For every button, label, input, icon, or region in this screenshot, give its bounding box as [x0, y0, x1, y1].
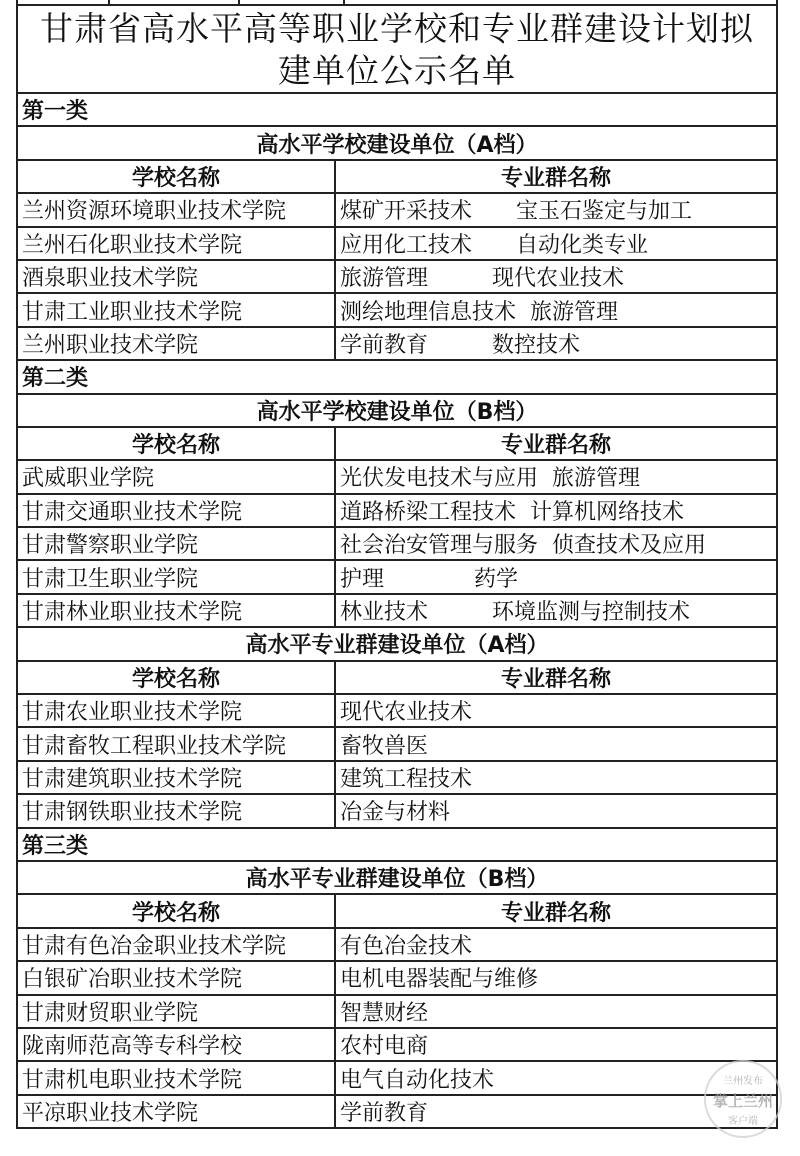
table-row — [17, 260, 777, 293]
table-row — [17, 494, 777, 527]
subtitle-row — [17, 627, 777, 660]
major-group-cell — [335, 227, 777, 260]
major-group-cell — [335, 594, 777, 627]
column-header-major: 专业群名称 — [335, 661, 777, 694]
table-row — [17, 527, 777, 560]
header-row — [17, 427, 777, 460]
section-subtitle: 高水平专业群建设单位（B档） — [17, 861, 777, 894]
major-group-cell — [335, 694, 777, 727]
table-row — [17, 995, 777, 1028]
header-row — [17, 160, 777, 193]
column-header-major: 专业群名称 — [335, 894, 777, 927]
major-group-1: 建筑工程技术 — [340, 767, 473, 792]
major-group-cell — [335, 460, 777, 493]
major-group-cell — [335, 961, 777, 994]
table-row — [17, 594, 777, 627]
header-row — [17, 894, 777, 927]
major-group-1: 煤矿开采技术 — [340, 199, 473, 225]
major-group-cell — [335, 761, 777, 794]
major-group-1: 智慧财经 — [340, 1000, 429, 1026]
major-group-cell — [335, 494, 777, 527]
category-label: 第一类 — [17, 93, 777, 126]
major-group-2: 数控技术 — [492, 332, 581, 358]
column-header-major: 专业群名称 — [335, 160, 777, 193]
page-title: 甘肃省高水平高等职业学校和专业群建设计划拟建单位公示名单 — [16, 4, 778, 92]
section-subtitle: 高水平学校建设单位（B档） — [17, 394, 777, 427]
divider — [108, 0, 110, 4]
table-row — [17, 1028, 777, 1061]
category-label: 第三类 — [17, 828, 777, 861]
table-row — [17, 1095, 777, 1128]
header-row — [17, 661, 777, 694]
table-row — [17, 293, 777, 326]
major-group-cell — [335, 527, 777, 560]
major-group-1: 现代农业技术 — [340, 700, 473, 726]
school-name-cell: 甘肃畜牧工程职业技术学院 — [17, 727, 335, 760]
school-name-cell: 武威职业学院 — [17, 460, 335, 493]
major-group-1: 电气自动化技术 — [340, 1067, 495, 1093]
major-group-2: 药学 — [474, 566, 519, 592]
major-group-1: 有色冶金技术 — [340, 933, 473, 959]
column-header-school: 学校名称 — [17, 427, 335, 460]
document-sheet — [16, 0, 778, 1129]
subtitle-row — [17, 861, 777, 894]
school-name-cell: 白银矿冶职业技术学院 — [17, 961, 335, 994]
divider — [343, 0, 345, 4]
major-group-2: 自动化类专业 — [516, 232, 649, 258]
school-name-cell: 甘肃建筑职业技术学院 — [17, 761, 335, 794]
table-row — [17, 460, 777, 493]
school-name-cell: 甘肃林业职业技术学院 — [17, 594, 335, 627]
major-group-1: 光伏发电技术与应用 — [340, 466, 539, 492]
major-group-cell — [335, 193, 777, 226]
major-group-cell — [335, 260, 777, 293]
major-group-2: 现代农业技术 — [492, 266, 625, 292]
list-table — [16, 92, 778, 1129]
major-group-2: 宝玉石鉴定与加工 — [516, 199, 693, 225]
watermark-logo: 兰州发布 掌上兰州 客户端 — [704, 1060, 782, 1138]
school-name-cell: 兰州职业技术学院 — [17, 327, 335, 360]
major-group-cell — [335, 327, 777, 360]
school-name-cell: 甘肃卫生职业学院 — [17, 560, 335, 593]
table-row — [17, 761, 777, 794]
category-row — [17, 828, 777, 861]
top-strip — [16, 0, 778, 4]
school-name-cell: 陇南师范高等专科学校 — [17, 1028, 335, 1061]
table-row — [17, 327, 777, 360]
major-group-1: 测绘地理信息技术 — [340, 299, 517, 325]
table-row — [17, 227, 777, 260]
major-group-cell — [335, 727, 777, 760]
major-group-cell — [335, 1028, 777, 1061]
major-group-1: 畜牧兽医 — [340, 733, 429, 759]
category-row — [17, 93, 777, 126]
divider — [238, 0, 240, 4]
major-group-1: 电机电器装配与维修 — [340, 967, 539, 993]
major-group-1: 学前教育 — [340, 1100, 429, 1126]
major-group-cell — [335, 293, 777, 326]
school-name-cell: 甘肃工业职业技术学院 — [17, 293, 335, 326]
school-name-cell: 甘肃有色冶金职业技术学院 — [17, 928, 335, 961]
school-name-cell: 平凉职业技术学院 — [17, 1095, 335, 1128]
table-row — [17, 193, 777, 226]
school-name-cell: 甘肃交通职业技术学院 — [17, 494, 335, 527]
major-group-2: 旅游管理 — [552, 466, 641, 492]
category-row — [17, 360, 777, 393]
category-label: 第二类 — [17, 360, 777, 393]
school-name-cell: 甘肃警察职业学院 — [17, 527, 335, 560]
major-group-cell — [335, 928, 777, 961]
school-name-cell: 甘肃钢铁职业技术学院 — [17, 794, 335, 827]
major-group-1: 道路桥梁工程技术 — [340, 499, 517, 525]
major-group-2: 计算机网络技术 — [530, 499, 685, 525]
school-name-cell: 酒泉职业技术学院 — [17, 260, 335, 293]
school-name-cell: 甘肃农业职业技术学院 — [17, 694, 335, 727]
table-row — [17, 794, 777, 827]
major-group-1: 护理 — [340, 566, 385, 592]
table-row — [17, 694, 777, 727]
school-name-cell: 甘肃机电职业技术学院 — [17, 1061, 335, 1094]
subtitle-row — [17, 126, 777, 159]
major-group-2: 环境监测与控制技术 — [492, 600, 691, 626]
major-group-cell — [335, 995, 777, 1028]
major-group-1: 社会治安管理与服务 — [340, 533, 539, 559]
major-group-2: 侦查技术及应用 — [552, 533, 707, 559]
table-row — [17, 928, 777, 961]
major-group-2: 旅游管理 — [530, 299, 619, 325]
major-group-cell — [335, 794, 777, 827]
column-header-school: 学校名称 — [17, 661, 335, 694]
table-row — [17, 961, 777, 994]
column-header-school: 学校名称 — [17, 160, 335, 193]
major-group-1: 旅游管理 — [340, 266, 429, 292]
school-name-cell: 兰州石化职业技术学院 — [17, 227, 335, 260]
school-name-cell: 兰州资源环境职业技术学院 — [17, 193, 335, 226]
column-header-school: 学校名称 — [17, 894, 335, 927]
major-group-1: 冶金与材料 — [340, 800, 451, 826]
major-group-1: 林业技术 — [340, 600, 429, 626]
major-group-cell — [335, 560, 777, 593]
subtitle-row — [17, 394, 777, 427]
major-group-1: 应用化工技术 — [340, 232, 473, 258]
major-group-1: 农村电商 — [340, 1034, 429, 1060]
section-subtitle: 高水平学校建设单位（A档） — [17, 126, 777, 159]
section-subtitle: 高水平专业群建设单位（A档） — [17, 627, 777, 660]
column-header-major: 专业群名称 — [335, 427, 777, 460]
table-row — [17, 560, 777, 593]
school-name-cell: 甘肃财贸职业学院 — [17, 995, 335, 1028]
major-group-1: 学前教育 — [340, 332, 429, 358]
table-row — [17, 727, 777, 760]
table-row — [17, 1061, 777, 1094]
